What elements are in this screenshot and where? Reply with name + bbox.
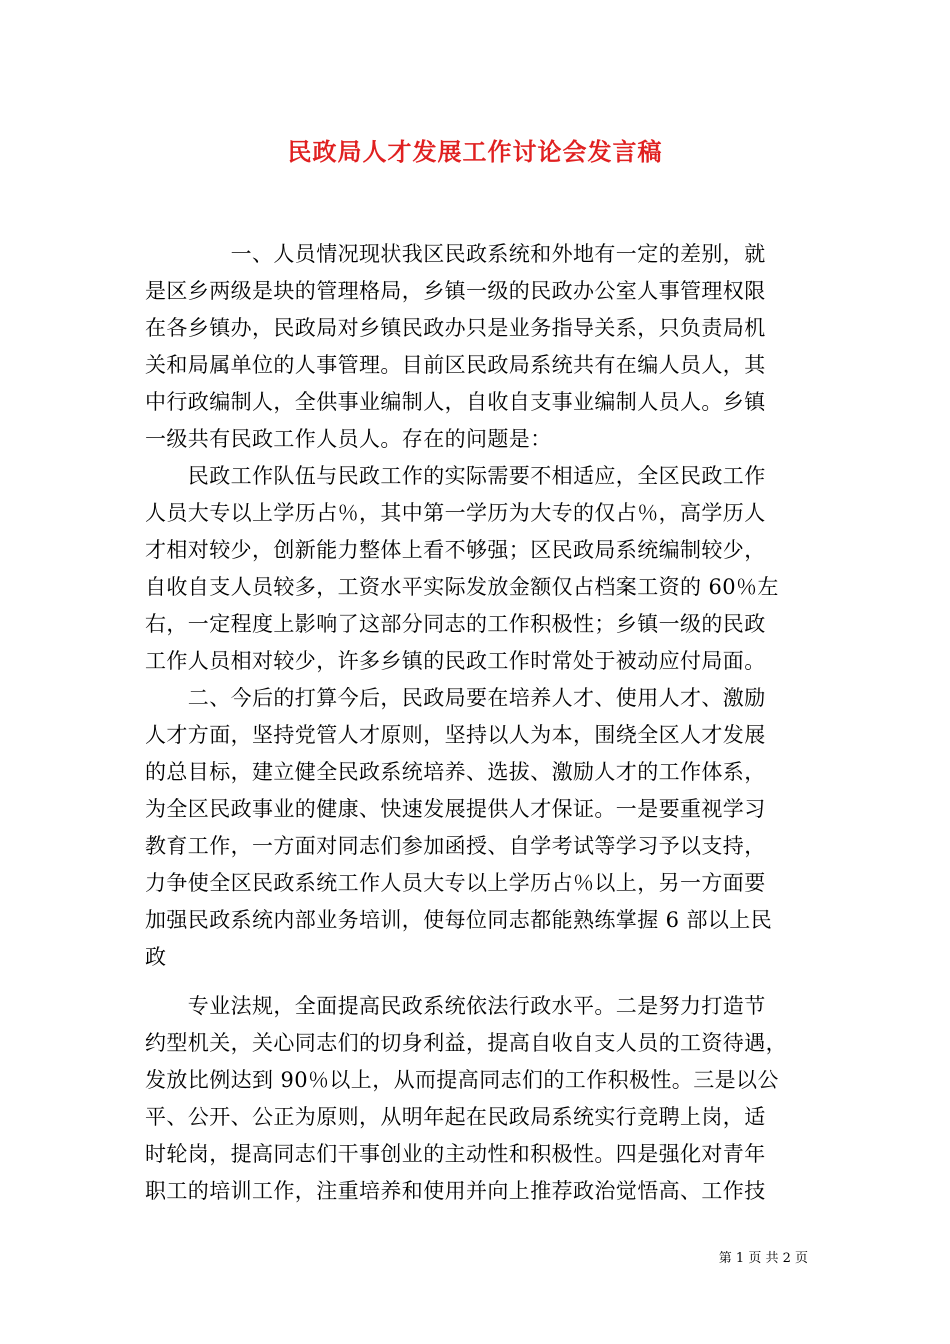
text-line: 自收自支人员较多，工资水平实际发放金额仅占档案工资的 60％左	[145, 575, 779, 599]
text-line: 政	[145, 945, 167, 969]
document-body	[145, 236, 805, 1210]
text-line: 职工的培训工作，注重培养和使用并向上推荐政治觉悟高、工作技	[145, 1179, 766, 1203]
page-number: 第 1 页 共 2 页	[718, 1251, 808, 1266]
text-line: 约型机关，关心同志们的切身利益，提高自收自支人员的工资待遇，	[145, 1031, 787, 1055]
text-line: 工作人员相对较少，许多乡镇的民政工作时常处于被动应付局面。	[145, 649, 766, 673]
document-title: 民政局人才发展工作讨论会发言稿	[287, 137, 663, 166]
text-line: 民政工作队伍与民政工作的实际需要不相适应，全区民政工作	[145, 464, 766, 488]
text-line: 在各乡镇办，民政局对乡镇民政办只是业务指导关系，只负责局机	[145, 316, 766, 340]
text-line: 人员大专以上学历占％，其中第一学历为大专的仅占％，高学历人	[145, 501, 766, 525]
text-line: 一、人员情况现状我区民政系统和外地有一定的差别，就	[145, 242, 766, 266]
text-line: 教育工作，一方面对同志们参加函授、自学考试等学习予以支持，	[145, 834, 766, 858]
text-line: 的总目标，建立健全民政系统培养、选拔、激励人才的工作体系，	[145, 760, 766, 784]
text-line: 平、公开、公正为原则，从明年起在民政局系统实行竞聘上岗，适	[145, 1105, 766, 1129]
text-line: 发放比例达到 90％以上，从而提高同志们的工作积极性。三是以公	[145, 1068, 779, 1092]
text-line: 二、今后的打算今后，民政局要在培养人才、使用人才、激励	[145, 686, 766, 710]
text-line: 专业法规，全面提高民政系统依法行政水平。二是努力打造节	[145, 994, 766, 1018]
text-line: 人才方面，坚持党管人才原则，坚持以人为本，围绕全区人才发展	[145, 723, 766, 747]
text-line: 为全区民政事业的健康、快速发展提供人才保证。一是要重视学习	[145, 797, 766, 821]
paragraph-gap	[145, 976, 805, 988]
text-line: 加强民政系统内部业务培训，使每位同志都能熟练掌握 6 部以上民	[145, 908, 773, 932]
text-line: 力争使全区民政系统工作人员大专以上学历占％以上，另一方面要	[145, 871, 766, 895]
text-line: 一级共有民政工作人员人。存在的问题是：	[145, 427, 552, 451]
text-line: 是区乡两级是块的管理格局，乡镇一级的民政办公室人事管理权限	[145, 279, 766, 303]
text-line: 关和局属单位的人事管理。目前区民政局系统共有在编人员人，其	[145, 353, 766, 377]
text-line: 时轮岗，提高同志们干事创业的主动性和积极性。四是强化对青年	[145, 1142, 766, 1166]
text-line: 才相对较少，创新能力整体上看不够强；区民政局系统编制较少，	[145, 538, 766, 562]
text-line: 右，一定程度上影响了这部分同志的工作积极性；乡镇一级的民政	[145, 612, 766, 636]
text-line: 中行政编制人，全供事业编制人，自收自支事业编制人员人。乡镇	[145, 390, 766, 414]
